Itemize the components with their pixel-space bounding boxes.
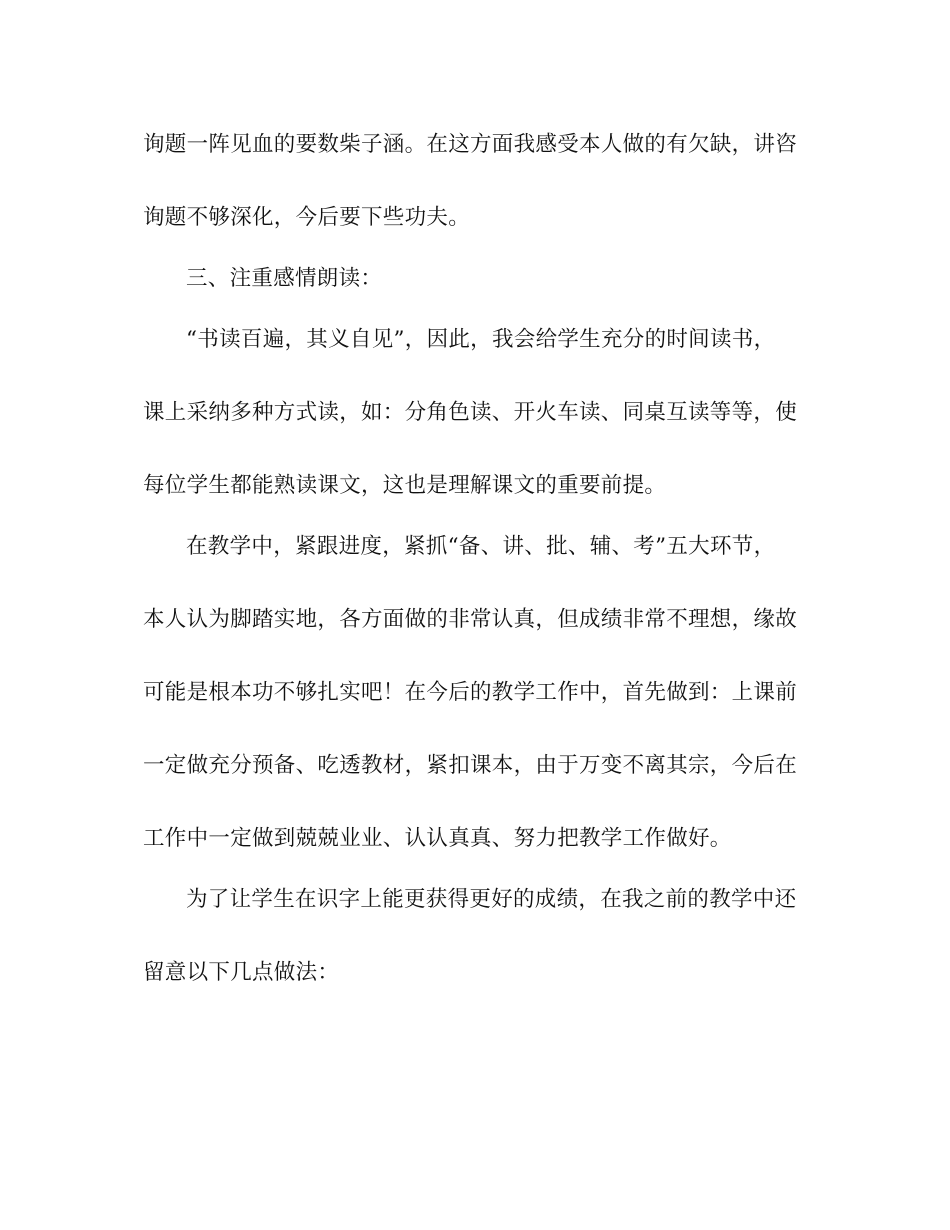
text-line-13: 留意以下几点做法： <box>143 960 340 985</box>
section-heading: 三、注重感情朗读： <box>186 266 383 291</box>
text-line-2: 询题不够深化，今后要下些功夫。 <box>143 205 471 230</box>
text-line-7: 在教学中，紧跟进度，紧抓“备、讲、批、辅、考”五大环节， <box>186 534 776 559</box>
text-line-10: 一定做充分预备、吃透教材，紧扣课本，由于万变不离其宗，今后在 <box>143 753 798 778</box>
text-line-12: 为了让学生在识字上能更获得更好的成绩，在我之前的教学中还 <box>186 887 797 912</box>
text-line-1: 询题一阵见血的要数柴子涵。在这方面我感受本人做的有欠缺，讲咨 <box>143 132 798 157</box>
text-line-4: “书读百遍，其义自见”，因此，我会给学生充分的时间读书， <box>186 327 776 352</box>
text-line-8: 本人认为脚踏实地，各方面做的非常认真，但成绩非常不理想，缘故 <box>143 607 798 632</box>
text-line-6: 每位学生都能熟读课文，这也是理解课文的重要前提。 <box>143 473 667 498</box>
text-line-5: 课上采纳多种方式读，如：分角色读、开火车读、同桌互读等等，使 <box>143 400 798 425</box>
text-line-11: 工作中一定做到兢兢业业、认认真真、努力把教学工作做好。 <box>143 826 732 851</box>
text-line-9: 可能是根本功不够扎实吧！在今后的教学工作中，首先做到：上课前 <box>143 680 798 705</box>
